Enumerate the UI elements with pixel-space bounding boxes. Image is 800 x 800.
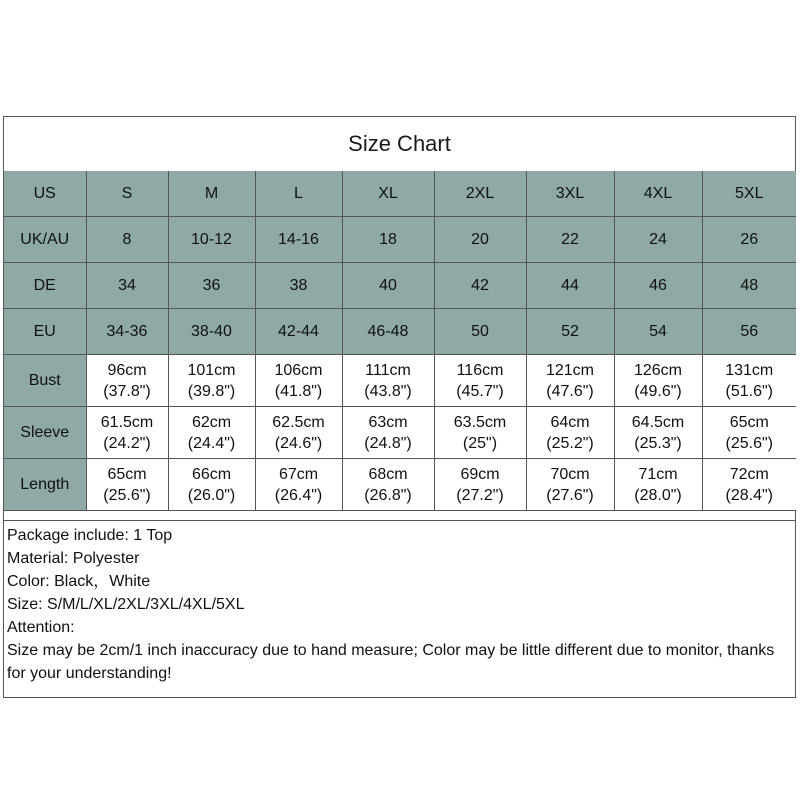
cm-value: 71cm [638, 465, 678, 483]
table-cell: 54 [614, 309, 702, 355]
table-cell: 26 [702, 217, 796, 263]
table-cell [255, 459, 342, 511]
table-cell [702, 459, 796, 511]
inch-value: (28.0") [634, 486, 682, 504]
table-cell: 34 [86, 263, 168, 309]
cm-value: 67cm [278, 465, 319, 483]
row-header: US [4, 171, 86, 217]
inch-value: (51.6") [725, 382, 773, 400]
table-cell: 52 [526, 309, 614, 355]
table-cell: 38-40 [168, 309, 255, 355]
size-chart [3, 116, 796, 698]
table-cell: 18 [342, 217, 434, 263]
inch-value: (45.7") [456, 382, 504, 400]
note-line: Material: Polyester [7, 550, 140, 567]
table-cell: 38 [255, 263, 342, 309]
table-cell: 40 [342, 263, 434, 309]
inch-value: (25.6") [103, 486, 151, 504]
cm-value: 111cm [365, 361, 411, 379]
table-cell [342, 459, 434, 511]
table-row [4, 171, 796, 217]
table-row [4, 459, 796, 511]
inch-value: (25.2") [546, 434, 594, 452]
table-row [4, 263, 796, 309]
inch-value: (41.8") [274, 382, 323, 400]
table-cell: 2XL [434, 171, 526, 217]
inch-value: (28.4") [725, 486, 773, 504]
cm-value: 62cm [191, 413, 232, 431]
inch-value: (24.8") [364, 434, 412, 452]
table-cell: 10-12 [168, 217, 255, 263]
table-cell: 3XL [526, 171, 614, 217]
chart-title: Size Chart [4, 117, 795, 172]
table-cell [86, 459, 168, 511]
table-cell: XL [342, 171, 434, 217]
cm-value: 101cm [187, 361, 236, 379]
note-line: Color: Black，White [7, 573, 151, 590]
table-cell [434, 459, 526, 511]
table-row [4, 217, 796, 263]
inch-value: (37.8") [103, 382, 151, 400]
cm-value: 121cm [545, 361, 595, 379]
cm-value: 96cm [107, 361, 147, 379]
inch-value: (47.6") [546, 382, 594, 400]
table-cell: 22 [526, 217, 614, 263]
inch-value: (26.0") [187, 486, 236, 504]
inch-value: (49.6") [634, 382, 682, 400]
row-header: UK/AU [4, 217, 86, 263]
cm-value: 63.5cm [453, 413, 507, 431]
cm-value: 64cm [550, 413, 590, 431]
inch-value: (26.4") [274, 486, 323, 504]
cm-value: 64.5cm [631, 413, 685, 431]
note-line: Size: S/M/L/XL/2XL/3XL/4XL/5XL [7, 596, 245, 613]
table-cell [702, 355, 796, 407]
table-cell [255, 407, 342, 459]
table-cell [342, 355, 434, 407]
table-cell: 20 [434, 217, 526, 263]
table-cell [526, 459, 614, 511]
cm-value: 69cm [460, 465, 500, 483]
table-cell: 24 [614, 217, 702, 263]
cm-value: 65cm [107, 465, 147, 483]
table-cell [168, 355, 255, 407]
inch-value: (43.8") [364, 382, 412, 400]
row-header: Length [4, 459, 86, 511]
inch-value: (25.6") [725, 434, 773, 452]
inch-value: (26.8") [364, 486, 412, 504]
table-row [4, 309, 796, 355]
table-cell [526, 355, 614, 407]
table-cell [434, 355, 526, 407]
cm-value: 66cm [191, 465, 232, 483]
row-header: Sleeve [4, 407, 86, 459]
table-cell [614, 355, 702, 407]
table-row [4, 355, 796, 407]
cm-value: 68cm [368, 465, 408, 483]
cm-value: 131cm [725, 361, 774, 379]
cm-value: 63cm [368, 413, 408, 431]
table-cell: 44 [526, 263, 614, 309]
table-cell [86, 355, 168, 407]
table-cell [702, 407, 796, 459]
table-cell: 46-48 [342, 309, 434, 355]
table-cell: S [86, 171, 168, 217]
product-notes [4, 520, 795, 685]
table-cell [434, 407, 526, 459]
cm-value: 116cm [456, 361, 504, 379]
table-cell: 8 [86, 217, 168, 263]
table-cell: M [168, 171, 255, 217]
table-cell [614, 459, 702, 511]
note-line: Size may be 2cm/1 inch inaccuracy due to hand measure; Color may be little different due to monitor, thanks for your understanding! [7, 642, 779, 682]
cm-value: 126cm [633, 361, 683, 379]
table-cell [86, 407, 168, 459]
inch-value: (39.8") [187, 382, 236, 400]
size-table [4, 171, 796, 511]
cm-value: 72cm [729, 465, 769, 483]
table-cell [614, 407, 702, 459]
cm-value: 65cm [729, 413, 769, 431]
table-cell: 42 [434, 263, 526, 309]
cm-value: 106cm [274, 361, 323, 379]
row-header: EU [4, 309, 86, 355]
table-row [4, 407, 796, 459]
inch-value: (24.6") [274, 434, 323, 452]
inch-value: (25.3") [634, 434, 682, 452]
cm-value: 62.5cm [272, 413, 325, 431]
table-cell: 48 [702, 263, 796, 309]
inch-value: (24.2") [103, 434, 151, 452]
table-cell: L [255, 171, 342, 217]
table-cell [168, 407, 255, 459]
table-cell [168, 459, 255, 511]
table-cell: 50 [434, 309, 526, 355]
inch-value: (25") [462, 434, 498, 452]
table-cell [342, 407, 434, 459]
row-header: DE [4, 263, 86, 309]
note-line: Package include: 1 Top [7, 527, 173, 544]
note-line: Attention: [7, 619, 75, 636]
row-header: Bust [4, 355, 86, 407]
table-cell [526, 407, 614, 459]
table-cell: 46 [614, 263, 702, 309]
inch-value: (27.2") [456, 486, 504, 504]
table-cell [255, 355, 342, 407]
table-cell: 34-36 [86, 309, 168, 355]
inch-value: (24.4") [187, 434, 236, 452]
table-cell: 5XL [702, 171, 796, 217]
table-cell: 42-44 [255, 309, 342, 355]
table-cell: 14-16 [255, 217, 342, 263]
table-cell: 36 [168, 263, 255, 309]
table-cell: 4XL [614, 171, 702, 217]
inch-value: (27.6") [546, 486, 594, 504]
cm-value: 70cm [550, 465, 590, 483]
table-cell: 56 [702, 309, 796, 355]
cm-value: 61.5cm [100, 413, 154, 431]
